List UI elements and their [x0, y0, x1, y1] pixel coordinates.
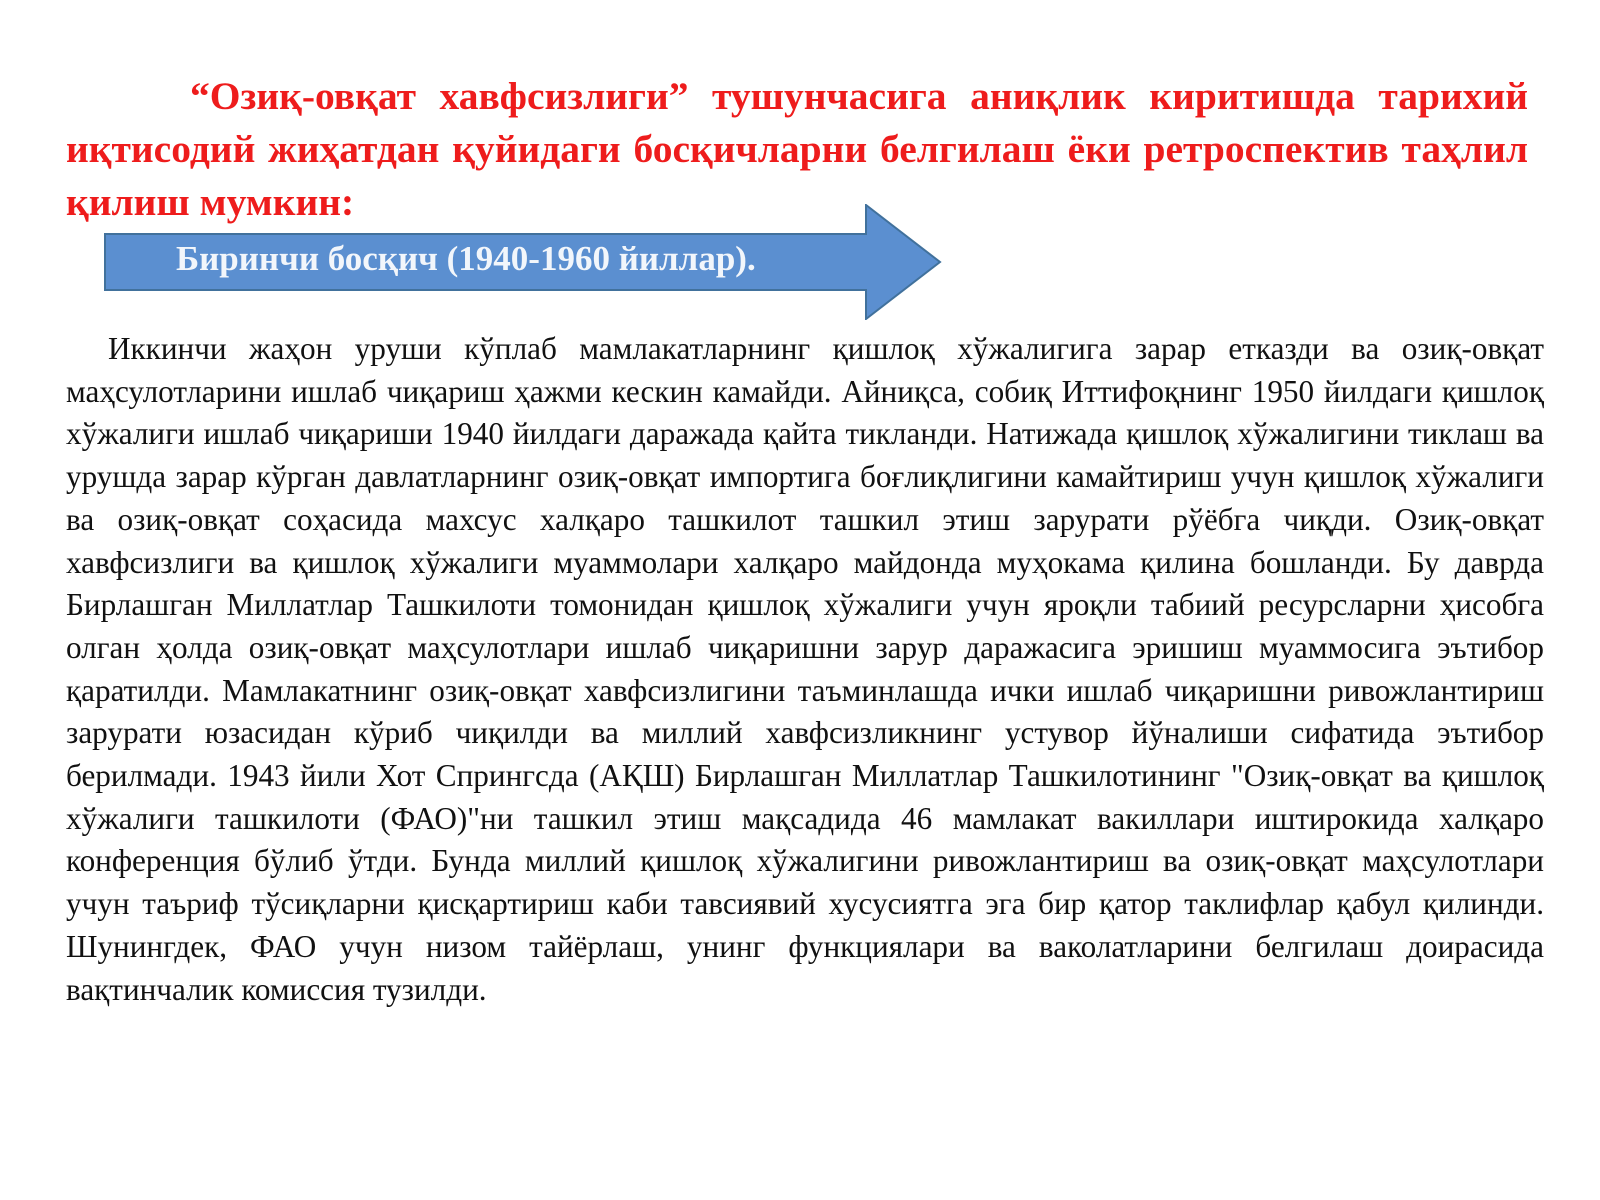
stage-arrow-label: Биринчи босқич (1940-1960 йиллар). [176, 239, 756, 278]
slide-heading: “Озиқ-овқат хавфсизлиги” тушунчасига аниқлик киритишда тарихий иқтисодий жиҳатдан қуйидаги босқичларни белгилаш ёки ретроспектив таҳлил қилиш мумкин: [66, 74, 1528, 224]
body-paragraph: Иккинчи жаҳон уруши кўплаб мамлакатларнинг қишлоқ хўжалигига зарар етказди ва озиқ-овқат маҳсулотларини ишлаб чиқариш ҳажми кескин камайди. Айниқса, собиқ Иттифоқнинг 1950 йилдаги қишлоқ хўжалиги ишлаб чиқариши 1940 йилдаги даражада қайта тикланди. Натижада қишлоқ хўжалигини тиклаш ва урушда зарар кўрган давлатларнинг озиқ-овқат импортига боғлиқлигини камайтириш учун қишлоқ хўжалиги ва озиқ-овқат соҳасида махсус халқаро ташкилот ташкил этиш зарурати рўёбга чиқди. Озиқ-овқат хавфсизлиги ва қишлоқ хўжалиги муаммолари халқаро майдонда муҳокама қилина бошланди. Бу даврда Бирлашган Миллатлар Ташкилоти томонидан қишлоқ хўжалиги учун яроқли табиий ресурсларни ҳисобга олган ҳолда озиқ-овқат маҳсулотлари ишлаб чиқаришни зарур даражасига эришиш муаммосига эътибор қаратилди. Мамлакатнинг озиқ-овқат хавфсизлигини таъминлашда ички ишлаб чиқаришни ривожлантириш зарурати юзасидан кўриб чиқилди ва миллий хавфсизликнинг устувор йўналиши сифатида эътибор берилмади. 1943 йили Хот Спрингсда (АҚШ) Бирлашган Миллатлар Ташкилотининг "Озиқ-овқат ва қишлоқ хўжалиги ташкилоти (ФАО)"ни ташкил этиш мақсадида 46 мамлакат вакиллари иштирокида халқаро конференция бўлиб ўтди. Бунда миллий қишлоқ хўжалигини ривожлантириш ва озиқ-овқат маҳсулотлари учун таъриф тўсиқларни қисқартириш каби тавсиявий хусусиятга эга бир қатор таклифлар қабул қилинди. Шунингдек, ФАО учун низом тайёрлаш, унинг функциялари ва ваколатларини белгилаш доирасида вақтинчалик комиссия тузилди. [66, 331, 1544, 1007]
stage-arrow [104, 204, 942, 320]
